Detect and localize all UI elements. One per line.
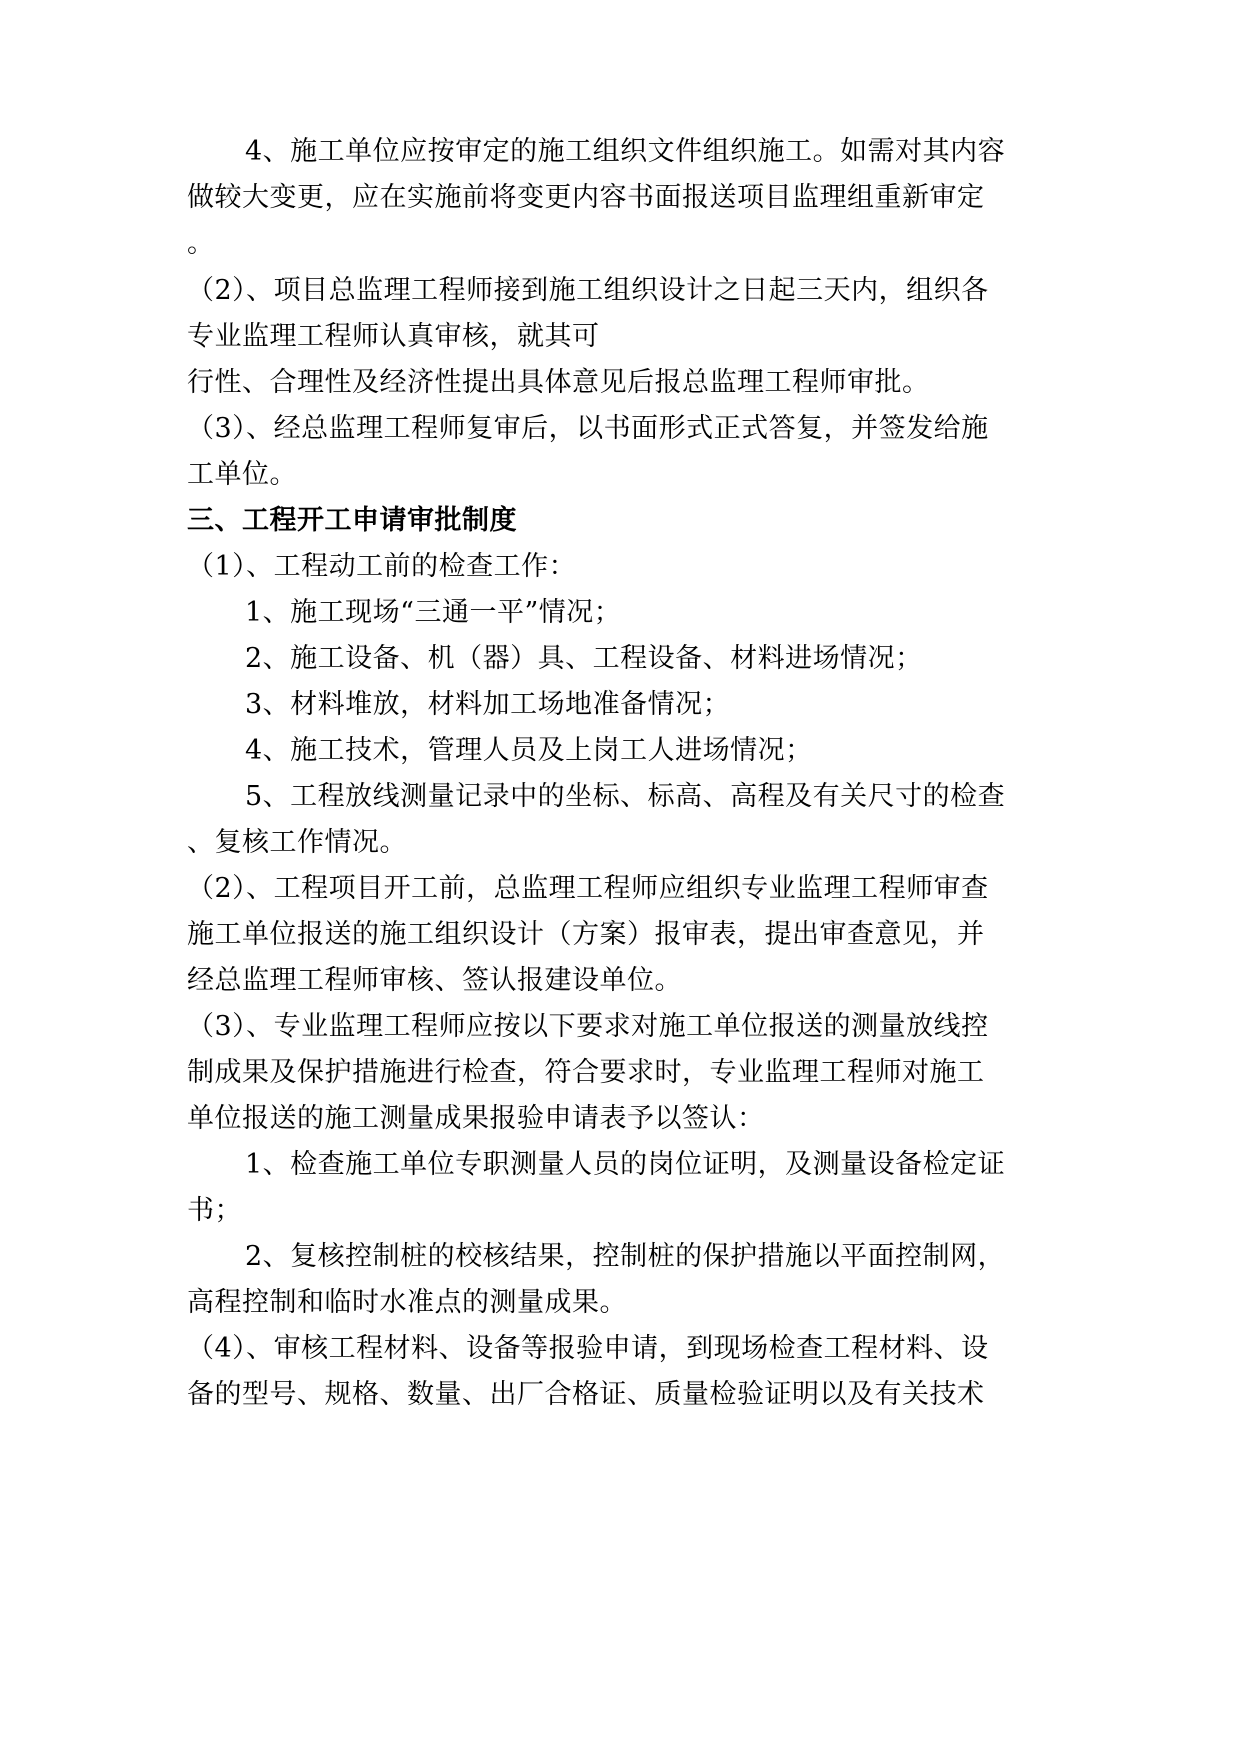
paragraph-line: 书； [187,1195,242,1226]
paragraph-line: 高程控制和临时水准点的测量成果。 [187,1287,627,1318]
paragraph-line: （1）、工程动工前的检查工作： [187,551,577,582]
paragraph-line: （2）、项目总监理工程师接到施工组织设计之日起三天内，组织各 [187,275,989,306]
paragraph-line: （3）、经总监理工程师复审后，以书面形式正式答复，并签发给施 [187,413,989,444]
list-item: 3、材料堆放，材料加工场地准备情况； [245,689,731,720]
list-item: 5、工程放线测量记录中的坐标、标高、高程及有关尺寸的检查 [245,781,1006,812]
paragraph-line: 单位报送的施工测量成果报验申请表予以签认： [187,1103,765,1134]
paragraph-line: （4）、审核工程材料、设备等报验申请，到现场检查工程材料、设 [187,1333,989,1364]
paragraph-line: 施工单位报送的施工组织设计（方案）报审表，提出审查意见，并 [187,919,985,950]
list-item: 2、复核控制桩的校核结果，控制桩的保护措施以平面控制网， [245,1241,1006,1272]
paragraph-line: （3）、专业监理工程师应按以下要求对施工单位报送的测量放线控 [187,1011,989,1042]
list-item: 2、施工设备、机（器）具、工程设备、材料进场情况； [245,643,923,674]
paragraph-line: 备的型号、规格、数量、出厂合格证、质量检验证明以及有关技术 [187,1379,985,1410]
paragraph-line: 。 [187,228,215,259]
list-item: 1、施工现场“三通一平”情况； [245,597,622,628]
paragraph-line: 经总监理工程师审核、签认报建设单位。 [187,965,682,996]
paragraph-line: （2）、工程项目开工前，总监理工程师应组织专业监理工程师审查 [187,873,989,904]
paragraph-line: 制成果及保护措施进行检查，符合要求时，专业监理工程师对施工 [187,1057,985,1088]
paragraph-line: 、复核工作情况。 [187,827,407,858]
paragraph-line: 做较大变更，应在实施前将变更内容书面报送项目监理组重新审定 [187,182,985,213]
list-item: 4、施工技术，管理人员及上岗工人进场情况； [245,735,813,766]
paragraph-line: 4、施工单位应按审定的施工组织文件组织施工。如需对其内容 [245,136,1006,167]
paragraph-line: 行性、合理性及经济性提出具体意见后报总监理工程师审批。 [187,367,930,398]
paragraph-line: 工单位。 [187,459,297,490]
paragraph-line: 专业监理工程师认真审核，就其可 [187,321,600,352]
section-heading: 三、工程开工申请审批制度 [187,505,517,536]
list-item: 1、检查施工单位专职测量人员的岗位证明，及测量设备检定证 [245,1149,1006,1180]
